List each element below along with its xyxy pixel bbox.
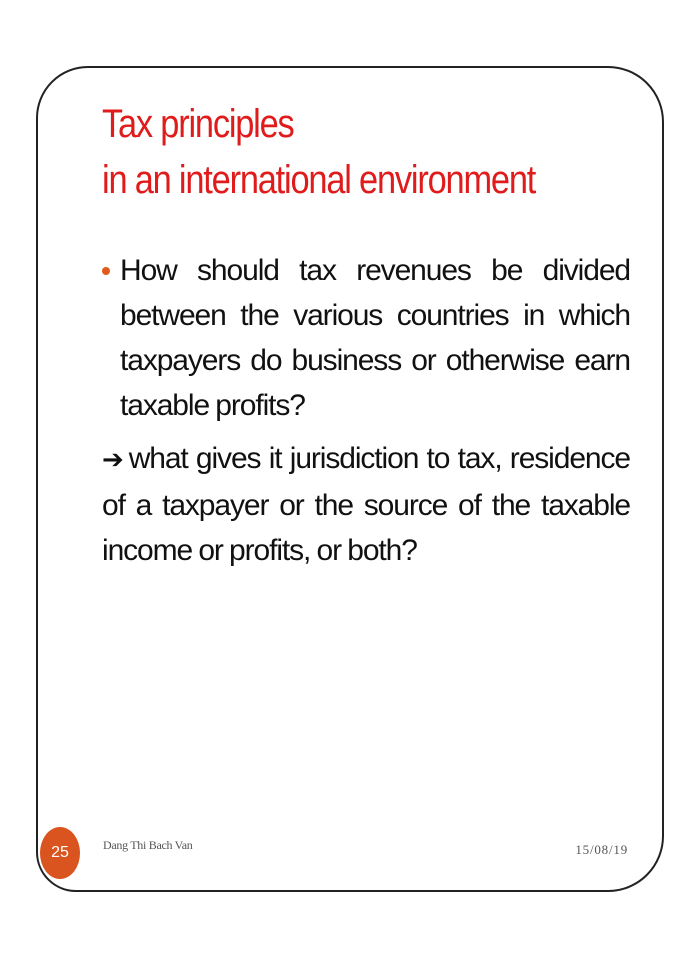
- arrow-line: [102, 436, 630, 573]
- footer-author: Dang Thi Bach Van: [103, 838, 193, 852]
- slide-title-line-1: Tax principles: [102, 102, 294, 146]
- bullet-dot-icon: [102, 267, 110, 275]
- arrow-text: what gives it jurisdiction to tax, residence of a taxpayer or the source of the taxable income or profits, or both?: [102, 442, 630, 567]
- arrow-item: [102, 436, 630, 573]
- bullet-item: [102, 248, 630, 428]
- bullet-text: How should tax revenues be divided between the various countries in which taxpayers do business or otherwise earn taxable profits?: [120, 254, 630, 422]
- slide-title-line-2: in an international environment: [102, 158, 536, 202]
- page-number-badge: 25: [40, 827, 80, 879]
- right-arrow-icon: ➔: [102, 445, 123, 475]
- footer-date: 15/08/19: [575, 842, 628, 857]
- slide-content: [102, 248, 630, 573]
- slide-title: [102, 96, 618, 208]
